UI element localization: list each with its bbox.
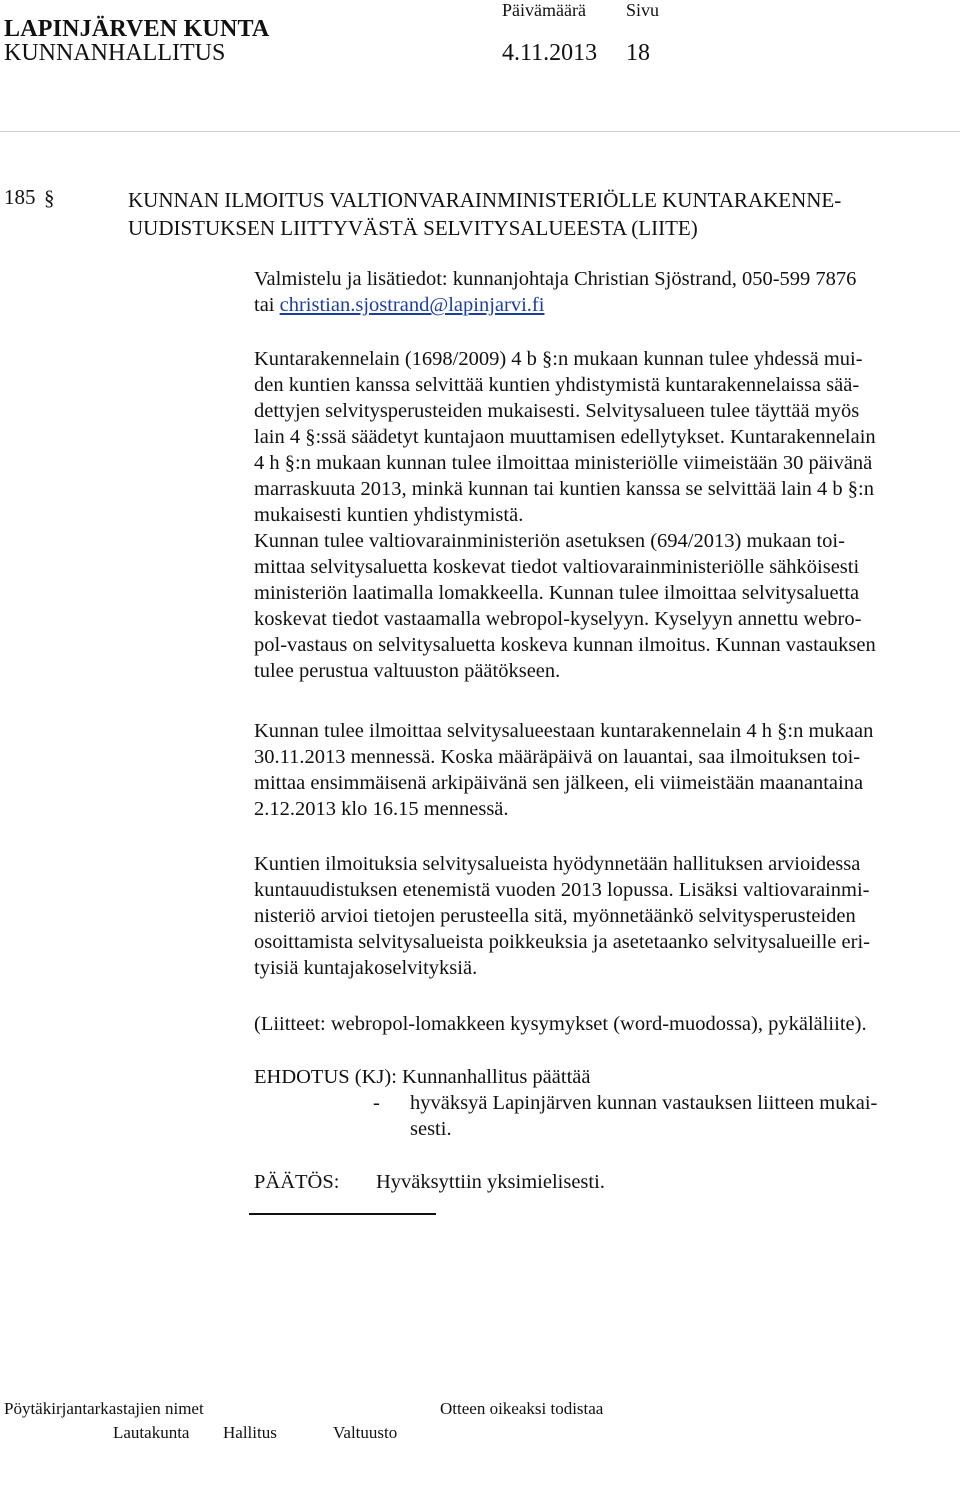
text-line: koskevat tiedot vastaamalla webropol-kyselyyn. Kyselyyn annettu webro- [254,608,862,630]
proposal-item-line: hyväksyä Lapinjärven kunnan vastauksen liitteen mukai- [410,1092,878,1114]
text-line: mittaa ensimmäisenä arkipäivänä sen jälkeen, eli viimeistään maanantaina [254,772,864,794]
text-line: Kunnan tulee ilmoittaa selvitysalueestaan kuntarakennelain 4 h §:n mukaan [254,720,874,742]
text-line: lain 4 §:ssä säädetyt kuntajaon muuttamisen edellytykset. Kuntarakennelain [254,426,876,448]
footer-certified-label: Otteen oikeaksi todistaa [440,1399,604,1418]
text-line: den kuntien kanssa selvittää kuntien yhdistymistä kuntarakennelaissa sää- [254,374,860,396]
paragraph-deadline [254,718,954,822]
header-divider [0,131,960,132]
page-label: Sivu [626,0,660,20]
footer-inspectors-label: Pöytäkirjantarkastajien nimet [4,1399,204,1418]
paragraph-evaluation [254,851,954,981]
proposal-item [410,1090,877,1142]
meeting-date: 4.11.2013 [502,40,598,66]
text-line: ministeriön laatimalla lomakkeella. Kunnan tulee ilmoittaa selvitysaluetta [254,582,860,604]
preparation-info [254,266,954,318]
text-line: 30.11.2013 mennessä. Koska määräpäivä on lauantai, saa ilmoituksen toi- [254,746,861,768]
footer-committee-label: Lautakunta [113,1423,190,1442]
attachments-line: (Liitteet: webropol-lomakkeen kysymykset (word-muodossa), pykäläliite). [254,1013,867,1035]
preparation-contact [254,292,954,318]
proposal-item-line: sesti. [410,1118,452,1140]
text-line: nisteriö arvioi tietojen perusteella sitä, myönnetäänkö selvitysperusteiden [254,905,856,927]
text-line: mukaisesti kuntien yhdistymistä. [254,504,524,526]
date-label: Päivämäärä [502,0,586,20]
attachments-note [254,1011,954,1037]
text-line: mittaa selvitysaluetta koskevat tiedot valtiovarainministeriölle sähköisesti [254,556,860,578]
page-number: 18 [626,40,650,66]
text-line: tyisiä kuntajakoselvityksiä. [254,957,478,979]
text-line: marraskuuta 2013, minkä kunnan tai kuntien kanssa se selvittää lain 4 b §:n [254,478,874,500]
proposal-dash: - [373,1092,380,1114]
section-sign: § [44,186,55,210]
preparation-line: Valmistelu ja lisätiedot: kunnanjohtaja Christian Sjöstrand, 050-599 7876 [254,268,857,290]
footer-council-label: Valtuusto [333,1423,398,1442]
proposal-heading-line: EHDOTUS (KJ): Kunnanhallitus päättää [254,1066,591,1088]
text-line: dettyjen selvitysperusteiden mukaisesti. Selvitysalueen tulee täyttää myös [254,400,860,422]
text-line: tulee perustua valtuuston päätökseen. [254,660,561,682]
section-title-line: KUNNAN ILMOITUS VALTIONVARAINMINISTERIÖLLE KUNTARAKENNE- [128,188,842,212]
text-line: 4 h §:n mukaan kunnan tulee ilmoittaa ministeriölle viimeistään 30 päivänä [254,452,873,474]
text-line: 2.12.2013 klo 16.15 mennessä. [254,798,509,820]
text-line: Kuntien ilmoituksia selvitysalueista hyödynnetään hallituksen arvioidessa [254,853,861,875]
section-title-line: UUDISTUKSEN LIITTYVÄSTÄ SELVITYSALUEESTA (LIITE) [128,216,698,240]
signature-line [249,1213,436,1215]
board-name: KUNNANHALLITUS [4,40,226,66]
paragraph-main [254,346,954,684]
decision-text: Hyväksyttiin yksimielisesti. [376,1171,605,1193]
text-line: osoittamista selvitysalueista poikkeuksia ja asetetaanko selvitysalueille eri- [254,931,870,953]
text-line: Kunnan tulee valtiovarainministeriön asetuksen (694/2013) mukaan toi- [254,530,845,552]
text-line: kuntauudistuksen etenemistä vuoden 2013 lopussa. Lisäksi valtiovarainmi- [254,879,870,901]
text-line: pol-vastaus on selvitysaluetta koskeva kunnan ilmoitus. Kunnan vastauksen [254,634,876,656]
proposal-heading [254,1064,954,1090]
text-line: Kuntarakennelain (1698/2009) 4 b §:n mukaan kunnan tulee yhdessä mui- [254,348,863,370]
decision-label: PÄÄTÖS: [254,1171,340,1193]
section-number: 185 [4,185,36,209]
section-title [128,186,948,242]
email-link[interactable]: christian.sjostrand@lapinjarvi.fi [279,294,545,316]
organization-name: LAPINJÄRVEN KUNTA [4,16,270,42]
footer-board-label: Hallitus [223,1423,277,1442]
preparation-prefix: tai [254,294,280,316]
